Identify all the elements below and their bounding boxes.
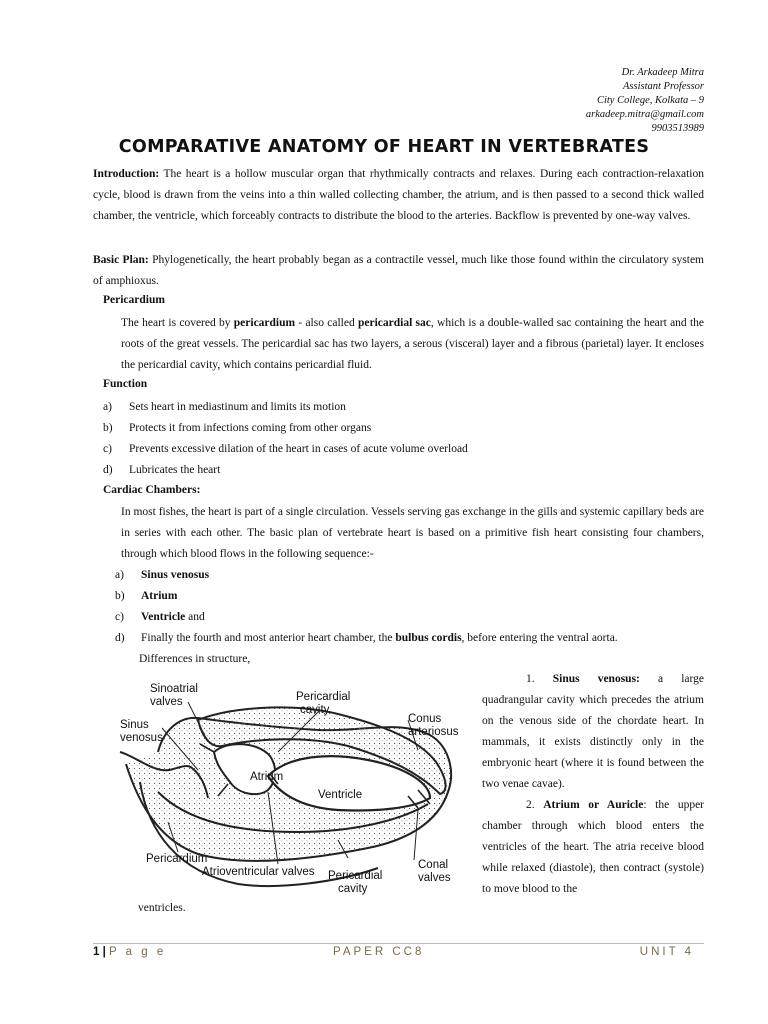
label-sinoatrial-2: valves xyxy=(150,696,183,708)
pericardium-heading: Pericardium xyxy=(103,294,165,306)
list-text: Prevents excessive dilation of the heart in cases of acute volume overload xyxy=(129,443,468,455)
list-text: Finally the fourth and most anterior heart chamber, the xyxy=(141,632,396,644)
label-pericardium: Pericardium xyxy=(146,853,208,865)
heart-diagram xyxy=(118,672,470,902)
function-heading: Function xyxy=(103,378,148,390)
list-item xyxy=(103,439,468,460)
list-marker: d) xyxy=(115,632,125,644)
chambers-paragraph: In most fishes, the heart is part of a single circulation. Vessels serving gas exchange in the gills and systemic capillary beds are in series with each other. The basic plan of vertebrate heart is based on a primitive fish heart consisting four chambers, through which blood flows in the following sequence:- xyxy=(121,506,704,560)
pericardium-bold-1: pericardium xyxy=(233,317,296,329)
differences-line: Differences in structure, xyxy=(139,653,251,665)
list-marker: c) xyxy=(115,611,124,623)
author-block xyxy=(586,66,704,136)
atrium-paragraph xyxy=(482,795,704,900)
label-ventricle: Ventricle xyxy=(318,789,363,801)
item-title: Sinus venosus: xyxy=(552,673,640,685)
label-sinus: Sinus xyxy=(120,719,149,731)
list-item xyxy=(115,586,177,607)
intro-label: Introduction: xyxy=(93,168,160,180)
list-item xyxy=(115,607,205,628)
page-separator: | xyxy=(99,946,110,958)
list-marker: b) xyxy=(103,422,113,434)
list-item xyxy=(115,565,209,586)
label-av-valves: Atrioventricular valves xyxy=(202,866,315,878)
pericardium-text-1: The heart is covered by xyxy=(121,317,234,329)
list-item xyxy=(103,397,346,418)
pericardium-text-2: - also called xyxy=(295,317,358,329)
right-column xyxy=(482,669,704,900)
list-marker: b) xyxy=(115,590,125,602)
page-number: 1 xyxy=(93,946,100,958)
page-title: COMPARATIVE ANATOMY OF HEART IN VERTEBRATES xyxy=(118,137,650,157)
label-conus: Conus xyxy=(408,713,442,725)
pericardium-paragraph xyxy=(121,313,704,376)
list-bold: Sinus venosus xyxy=(141,569,210,581)
label-pericardial-cavity: Pericardial xyxy=(296,691,351,703)
label-conus-2: arteriosus xyxy=(408,726,459,738)
author-role: Assistant Professor xyxy=(623,81,704,92)
item-number: 1. xyxy=(526,673,535,685)
list-item xyxy=(103,460,220,481)
label-pericardial-cavity-2: cavity xyxy=(300,704,330,716)
label-conal: Conal xyxy=(418,859,449,871)
chambers-heading: Cardiac Chambers: xyxy=(103,484,201,496)
list-marker: c) xyxy=(103,443,112,455)
page-footer xyxy=(93,946,704,958)
list-item xyxy=(115,628,704,649)
footer-rule xyxy=(93,943,704,944)
list-marker: a) xyxy=(103,401,112,413)
label-pericardial-cavity-4: cavity xyxy=(338,883,368,895)
intro-paragraph xyxy=(93,164,704,227)
label-sinoatrial: Sinoatrial xyxy=(150,683,198,695)
list-text: Sets heart in mediastinum and limits its motion xyxy=(129,401,346,413)
tail-text: ventricles. xyxy=(138,902,186,914)
list-bold: bulbus cordis xyxy=(395,632,462,644)
author-phone: 9903513989 xyxy=(651,123,704,134)
list-text: Lubricates the heart xyxy=(129,464,221,476)
pericardium-bold-2: pericardial sac xyxy=(357,317,431,329)
item-text: : the upper chamber through which blood enters the ventricles of the heart. The atria receive blood while relaxed (diastole), then contract (systole) to move blood to the xyxy=(482,799,705,895)
page-word: P a g e xyxy=(109,946,167,958)
author-name: Dr. Arkadeep Mitra xyxy=(621,67,704,78)
list-text: , before entering the ventral aorta. xyxy=(461,632,618,644)
basic-plan-paragraph xyxy=(93,250,704,292)
intro-text: The heart is a hollow muscular organ that rhythmically contracts and relaxes. During each contraction-relaxation cycle, blood is drawn from the veins into a thin walled collecting chamber, the atrium, and is then passed to a second thick walled chamber, the ventricle, which forceably contracts to distribute the blood to the arteries. Backflow is prevented by one-way valves. xyxy=(93,168,704,222)
label-pericardial-cavity-3: Pericardial xyxy=(328,870,383,882)
item-number: 2. xyxy=(526,799,535,811)
list-marker: a) xyxy=(115,569,124,581)
footer-unit: UNIT 4 xyxy=(639,946,694,958)
label-conal-2: valves xyxy=(418,872,451,884)
label-sinus-2: venosus xyxy=(120,732,163,744)
basic-plan-label: Basic Plan: xyxy=(93,254,149,266)
list-item xyxy=(103,418,371,439)
list-bold: Ventricle xyxy=(141,611,186,623)
label-atrium: Atrium xyxy=(250,771,284,783)
list-text: and xyxy=(185,611,205,623)
item-text: a large quadrangular cavity which precedes the atrium on the venous side of the chordate heart. In mammals, it exists distinctly only in the embryonic heart (where it is found between the two venae cavae). xyxy=(482,673,704,790)
sinus-venosus-paragraph xyxy=(482,669,704,795)
item-title: Atrium or Auricle xyxy=(543,799,644,811)
author-college: City College, Kolkata – 9 xyxy=(596,95,704,106)
basic-plan-text: Phylogenetically, the heart probably began as a contractile vessel, much like those found within the circulatory system of amphioxus. xyxy=(93,254,704,287)
list-bold: Atrium xyxy=(141,590,178,602)
author-email: arkadeep.mitra@gmail.com xyxy=(585,109,704,120)
list-marker: d) xyxy=(103,464,113,476)
footer-paper: PAPER CC8 xyxy=(333,946,425,958)
list-text: Protects it from infections coming from other organs xyxy=(129,422,372,434)
pericardium-text-3: , which is a double-walled sac containing the heart and the roots of the great vessels. The pericardial sac has two layers, a serous (visceral) layer and a fibrous (parietal) layer. It encloses the pericardial cavity, which contains pericardial fluid. xyxy=(121,317,704,371)
